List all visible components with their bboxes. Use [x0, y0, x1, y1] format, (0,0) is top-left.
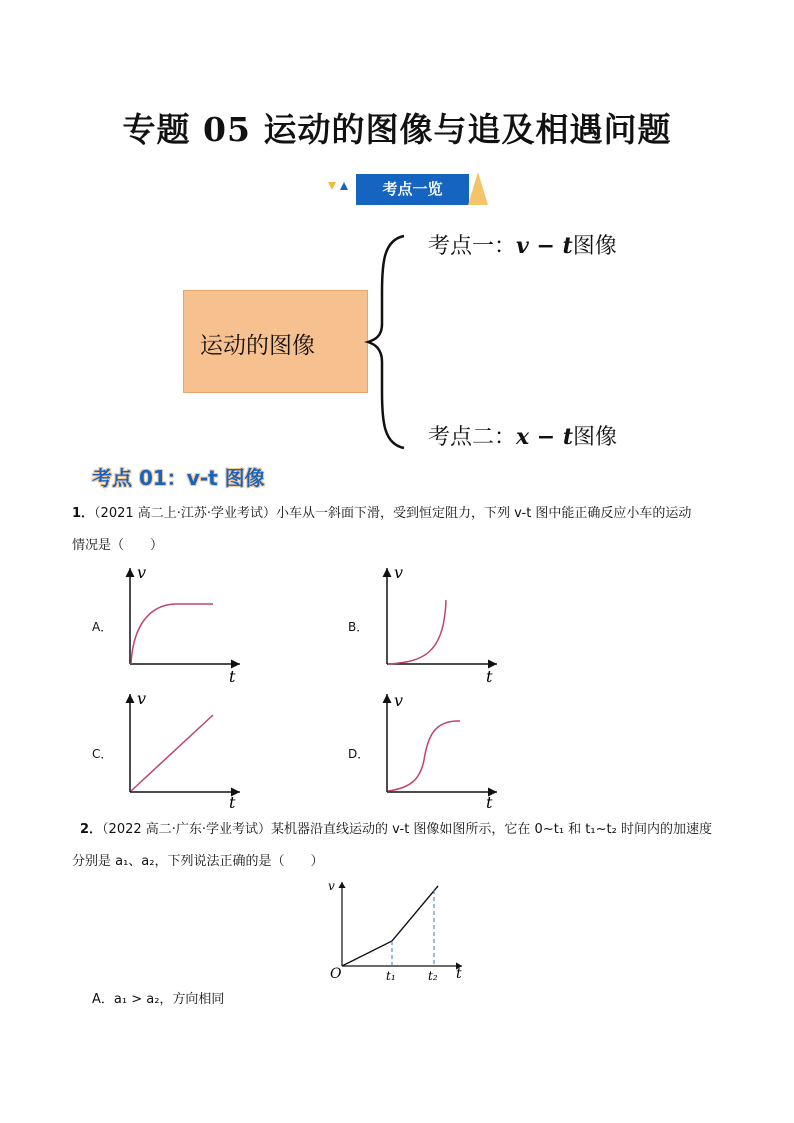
fig-label-v: v: [328, 879, 335, 893]
option-a-label[interactable]: A．: [92, 620, 113, 634]
q1-number: 1．: [72, 506, 95, 521]
curly-brace-icon: [362, 232, 412, 452]
q2-number: 2．: [80, 822, 103, 837]
badge-triangles-icon: [328, 178, 352, 198]
curve-a: [131, 604, 213, 664]
point2-suffix: 图像: [573, 425, 618, 450]
overview-point-1: [428, 229, 617, 260]
point2-prefix: 考点二：: [428, 425, 517, 450]
topic-box-label: 运动的图像: [200, 333, 315, 359]
axis-label-v: v: [394, 691, 404, 710]
section-heading: 考点 01：v-t 图像: [92, 466, 265, 490]
q2-source: （2022 高二·广东·学业考试）: [102, 822, 272, 837]
q2-figure: [322, 876, 472, 986]
point1-suffix: 图像: [572, 234, 617, 259]
fig-label-t: t: [456, 966, 462, 982]
point1-prefix: 考点一：: [428, 234, 517, 259]
fig-label-o: O: [330, 966, 342, 982]
q1-text: 小车从一斜面下滑，受到恒定阻力，下列 v-t 图中能正确反应小车的运动: [276, 506, 692, 521]
page-title: 专题 05 运动的图像与追及相遇问题: [122, 110, 672, 149]
vt-line: [342, 886, 438, 966]
curve-c: [131, 715, 213, 791]
overview-badge: 考点一览: [356, 174, 469, 205]
axis-label-v: v: [137, 563, 147, 582]
graph-d[interactable]: [372, 688, 512, 814]
curve-d: [388, 721, 460, 791]
point2-var: x − t: [516, 424, 574, 450]
question-2-line-2: 分别是 a₁、a₂，下列说法正确的是（ ）: [72, 854, 324, 869]
overview-point-2: [428, 420, 617, 451]
graph-b[interactable]: [372, 560, 512, 688]
question-2-line-1: [80, 820, 712, 840]
axis-label-t: t: [486, 667, 493, 686]
badge-accent-icon: [466, 172, 490, 206]
axis-label-v: v: [137, 689, 147, 708]
axis-label-t: t: [229, 793, 236, 812]
fig-label-t1: t₁: [386, 969, 396, 983]
point1-var: v − t: [516, 233, 573, 259]
graph-a[interactable]: [115, 560, 255, 688]
curve-b: [388, 600, 446, 664]
axis-label-t: t: [486, 793, 493, 812]
option-b-label[interactable]: B．: [348, 620, 369, 634]
q2-option-a[interactable]: A．a₁ > a₂，方向相同: [92, 992, 225, 1007]
q1-source: （2021 高二上·江苏·学业考试）: [94, 506, 277, 521]
option-d-label[interactable]: D．: [348, 747, 370, 761]
axis-label-t: t: [229, 667, 236, 686]
option-c-label[interactable]: C．: [92, 747, 113, 761]
axis-label-v: v: [394, 563, 404, 582]
graph-c[interactable]: [115, 688, 255, 814]
question-1-line-2: 情况是（ ）: [72, 538, 164, 553]
q2-text: 某机器沿直线运动的 v-t 图像如图所示，它在 0~t₁ 和 t₁~t₂ 时间内的加速度: [271, 822, 712, 837]
question-1-line-1: [72, 504, 691, 524]
fig-label-t2: t₂: [428, 969, 438, 983]
